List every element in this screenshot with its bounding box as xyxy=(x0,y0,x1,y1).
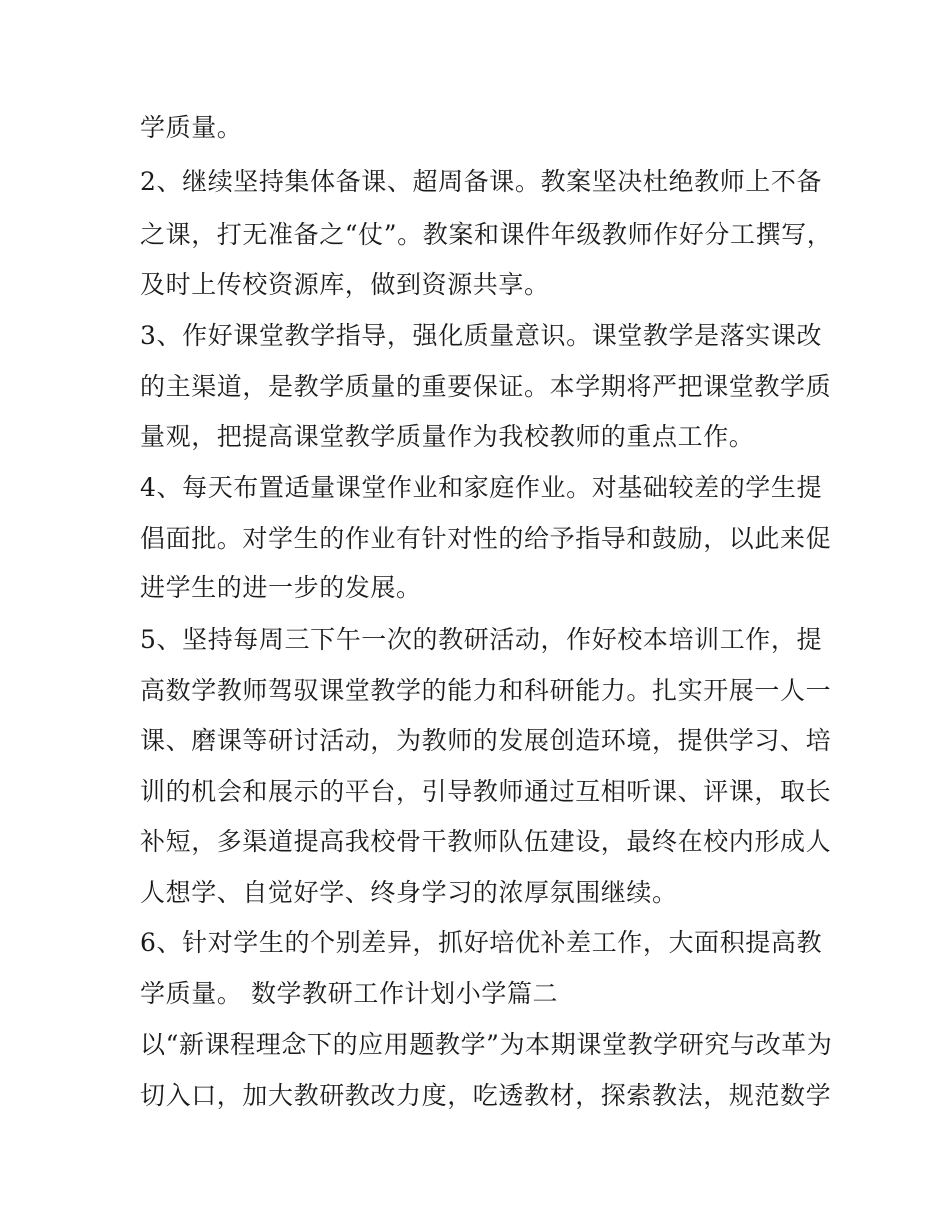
text-line: 3、作好课堂教学指导，强化质量意识。课堂教学是落实课改 xyxy=(140,321,823,350)
text-line: 高数学教师驾驭课堂教学的能力和科研能力。扎实开展一人一 xyxy=(140,676,832,705)
text-line: 训的机会和展示的平台，引导教师通过互相听课、评课，取长 xyxy=(140,777,832,806)
text-line: 切入口，加大教研教改力度，吃透教材，探索教法，规范数学 xyxy=(140,1081,832,1110)
text-line: 的主渠道，是教学质量的重要保证。本学期将严把课堂教学质 xyxy=(140,372,832,401)
text-line: 及时上传校资源库，做到资源共享。 xyxy=(140,270,550,299)
text-line: 5、坚持每周三下午一次的教研活动，作好校本培训工作，提 xyxy=(140,625,823,654)
text-line: 4、每天布置适量课堂作业和家庭作业。对基础较差的学生提 xyxy=(140,473,823,502)
text-line: 6、针对学生的个别差异，抓好培优补差工作，大面积提高教 xyxy=(140,928,823,957)
text-line: 进学生的进一步的发展。 xyxy=(140,573,422,602)
text-line: 以“新课程理念下的应用题教学”为本期课堂教学研究与改革为 xyxy=(140,1030,833,1059)
text-line: 补短，多渠道提高我校骨干教师队伍建设，最终在校内形成人 xyxy=(140,827,832,856)
text-line: 之课，打无准备之“仗”。教案和课件年级教师作好分工撰写， xyxy=(140,220,833,249)
text-line: 人想学、自觉好学、终身学习的浓厚氛围继续。 xyxy=(140,878,678,907)
text-line: 量观，把提高课堂教学质量作为我校教师的重点工作。 xyxy=(140,422,755,451)
text-line: 学质量。 xyxy=(140,113,243,142)
text-line: 课、磨课等研讨活动，为教师的发展创造环境，提供学习、培 xyxy=(140,726,832,755)
text-line: 学质量。 数学教研工作计划小学篇二 xyxy=(140,979,559,1008)
text-line: 2、继续坚持集体备课、超周备课。教案坚决杜绝教师上不备 xyxy=(140,167,823,196)
text-line: 倡面批。对学生的作业有针对性的给予指导和鼓励，以此来促 xyxy=(140,524,832,553)
